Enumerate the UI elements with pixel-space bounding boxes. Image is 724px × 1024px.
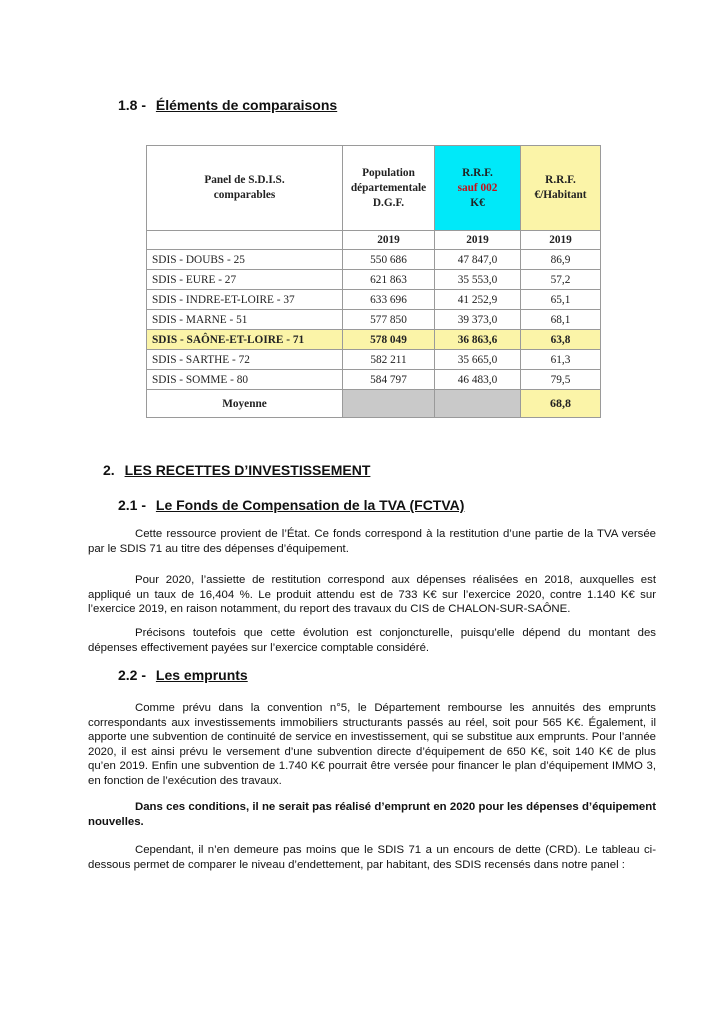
table-header-row bbox=[147, 146, 601, 231]
average-label: Moyenne bbox=[147, 390, 343, 418]
heading-number: 1.8 - bbox=[118, 97, 147, 113]
heading-title: Le Fonds de Compensation de la TVA (FCTVA) bbox=[155, 497, 465, 513]
table-year-row bbox=[147, 231, 601, 250]
year-population: 2019 bbox=[343, 231, 435, 250]
table-row: SDIS - INDRE-ET-LOIRE - 37 633 696 41 252,9 65,1 bbox=[147, 290, 601, 310]
header-panel: Panel de S.D.I.S. comparables bbox=[147, 146, 343, 231]
paragraph-emprunts-2: Dans ces conditions, il ne serait pas réalisé d’emprunt en 2020 pour les dépenses d’équipement nouvelles. bbox=[88, 801, 656, 828]
header-population: Population départementale D.G.F. bbox=[343, 146, 435, 231]
paragraph-fctva-3: Précisons toutefois que cette évolution est conjoncturelle, puisqu’elle dépend du montant des dépenses effectivement payées sur l’exercice comptable considéré. bbox=[88, 627, 656, 654]
table-row: SDIS - SARTHE - 72 582 211 35 665,0 61,3 bbox=[147, 350, 601, 370]
heading-number: 2.2 - bbox=[118, 667, 147, 683]
heading-number: 2. bbox=[103, 462, 115, 478]
heading-2 bbox=[103, 462, 370, 478]
table-row: SDIS - MARNE - 51 577 850 39 373,0 68,1 bbox=[147, 310, 601, 330]
table-row: SDIS - DOUBS - 25 550 686 47 847,0 86,9 bbox=[147, 250, 601, 270]
table-row: SDIS - SOMME - 80 584 797 46 483,0 79,5 bbox=[147, 370, 601, 390]
comparison-table bbox=[146, 145, 601, 418]
table-average-row bbox=[147, 390, 601, 418]
average-empty-pop bbox=[343, 390, 435, 418]
paragraph-fctva-1: Cette ressource provient de l’État. Ce fonds correspond à la restitution d’une partie de la TVA versée par le SDIS 71 au titre des dépenses d’équipement. bbox=[88, 528, 656, 555]
paragraph-emprunts-1: Comme prévu dans la convention n°5, le Département rembourse les annuités des emprunts correspondants aux investissements immobiliers structurants passés au réel, soit pour 565 K€. Également, il apporte une subvention de continuité de service en investissement, qui se substitue aux emprunts. Pour l’année 2020, il est ainsi prévu le versement d’une subvention directe d’équipement de 650 K€, soit 140 K€ de plus qu’en 2019. Enfin une subvention de 1.740 K€ pourrait être versée pour financer le plan d’équipement IMMO 3, en fonction de l’exécution des travaux. bbox=[88, 702, 656, 787]
header-rrf-habitant: R.R.F. €/Habitant bbox=[521, 146, 601, 231]
paragraph-emprunts-3: Cependant, il n’en demeure pas moins que le SDIS 71 a un encours de dette (CRD). Le tableau ci-dessous permet de comparer le niveau d’endettement, par habitant, des SDIS recensés dans notre panel : bbox=[88, 844, 656, 871]
heading-1-8 bbox=[118, 97, 337, 113]
heading-number: 2.1 - bbox=[118, 497, 147, 513]
heading-title: Éléments de comparaisons bbox=[155, 97, 338, 113]
year-rrf: 2019 bbox=[435, 231, 521, 250]
heading-2-1 bbox=[118, 497, 464, 513]
heading-title: Les emprunts bbox=[155, 667, 248, 683]
year-habitant: 2019 bbox=[521, 231, 601, 250]
average-value: 68,8 bbox=[521, 390, 601, 418]
year-empty-cell bbox=[147, 231, 343, 250]
table-row: SDIS - EURE - 27 621 863 35 553,0 57,2 bbox=[147, 270, 601, 290]
table-row-highlighted: SDIS - SAÔNE-ET-LOIRE - 71 578 049 36 863,6 63,8 bbox=[147, 330, 601, 350]
average-empty-rrf bbox=[435, 390, 521, 418]
header-rrf: R.R.F. sauf 002 K€ bbox=[435, 146, 521, 231]
heading-title: LES RECETTES D’INVESTISSEMENT bbox=[124, 462, 371, 478]
paragraph-fctva-2: Pour 2020, l’assiette de restitution correspond aux dépenses réalisées en 2018, auxquelles est appliqué un taux de 16,404 %. Le produit attendu est de 733 K€ sur l’exercice 2020, contre 1.140 K€ sur l’exercice 2019, en raison notamment, du report des travaux du CIS de CHALON-SUR-SAÔNE. bbox=[88, 574, 656, 616]
heading-2-2 bbox=[118, 667, 248, 683]
